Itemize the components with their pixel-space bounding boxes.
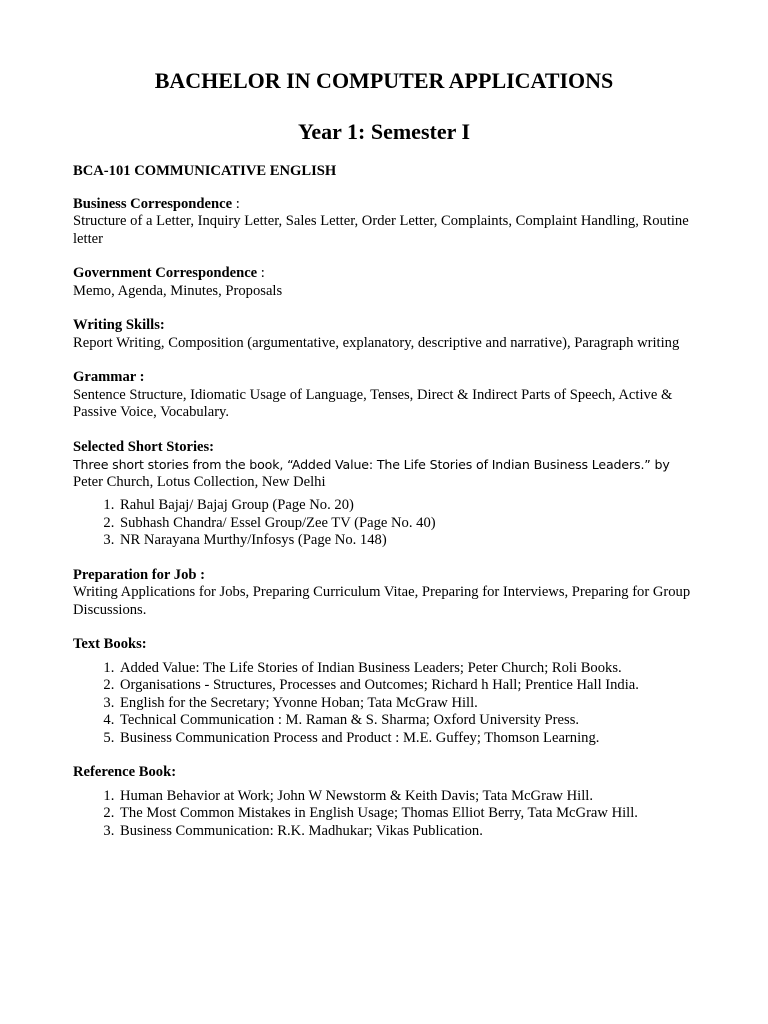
course-title: BCA-101 COMMUNICATIVE ENGLISH	[73, 163, 337, 179]
section-government-correspondence	[73, 265, 703, 300]
list-item: 3. NR Narayana Murthy/Infosys (Page No. 148)	[118, 532, 703, 550]
list-item: 1. Rahul Bajaj/ Bajaj Group (Page No. 20)	[118, 497, 703, 515]
section-heading: Reference Book:	[73, 764, 177, 780]
section-text: Peter Church, Lotus Collection, New Delhi	[73, 473, 326, 490]
section-reference-book	[73, 764, 703, 840]
section-text-books	[73, 636, 703, 747]
section-heading: Government Correspondence	[73, 265, 258, 281]
section-text-sans: Three short stories from the book, “Added Value: The Life Stories of Indian Business Leaders.” by	[73, 457, 670, 472]
reference-books-list	[73, 788, 703, 841]
section-heading-line	[73, 196, 703, 214]
section-text: Report Writing, Composition (argumentative, explanatory, descriptive and narrative), Paragraph writing	[73, 334, 680, 351]
heading-colon: :	[232, 195, 240, 212]
section-heading: Writing Skills:	[73, 317, 165, 333]
section-text: Memo, Agenda, Minutes, Proposals	[73, 282, 283, 299]
section-heading-line	[73, 265, 703, 283]
section-heading: Preparation for Job :	[73, 566, 206, 583]
section-short-stories	[73, 439, 703, 550]
section-preparation-for-job	[73, 567, 703, 620]
section-business-correspondence	[73, 196, 703, 249]
stories-list	[73, 497, 703, 550]
document-title: BACHELOR IN COMPUTER APPLICATIONS	[154, 68, 614, 93]
document-subtitle: Year 1: Semester I	[297, 119, 471, 144]
list-item: 2. The Most Common Mistakes in English Usage; Thomas Elliot Berry, Tata McGraw Hill.	[118, 805, 703, 823]
list-item: 3. English for the Secretary; Yvonne Hoban; Tata McGraw Hill.	[118, 695, 703, 713]
text-books-list	[73, 660, 703, 748]
document-content	[73, 163, 703, 857]
list-item: 1. Human Behavior at Work; John W Newstorm & Keith Davis; Tata McGraw Hill.	[118, 788, 703, 806]
section-text: Structure of a Letter, Inquiry Letter, Sales Letter, Order Letter, Complaints, Complaint Handling, Routine letter	[73, 213, 689, 247]
section-heading: Business Correspondence	[73, 195, 233, 212]
section-writing-skills	[73, 317, 703, 352]
section-text: Sentence Structure, Idiomatic Usage of Language, Tenses, Direct & Indirect Parts of Speech, Active & Passive Voice, Vocabulary.	[73, 386, 673, 420]
section-text: Writing Applications for Jobs, Preparing Curriculum Vitae, Preparing for Interviews, Preparing for Group Discussions.	[73, 584, 691, 618]
section-heading: Grammar :	[73, 369, 145, 385]
list-item: 3. Business Communication: R.K. Madhukar; Vikas Publication.	[118, 823, 703, 841]
section-grammar	[73, 369, 703, 422]
section-heading: Selected Short Stories:	[73, 438, 215, 455]
list-item: 2. Subhash Chandra/ Essel Group/Zee TV (Page No. 40)	[118, 515, 703, 533]
list-item: 4. Technical Communication : M. Raman & S. Sharma; Oxford University Press.	[118, 712, 703, 730]
list-item: 1. Added Value: The Life Stories of Indian Business Leaders; Peter Church; Roli Books.	[118, 660, 703, 678]
list-item: 5. Business Communication Process and Product : M.E. Guffey; Thomson Learning.	[118, 730, 703, 748]
list-item: 2. Organisations - Structures, Processes and Outcomes; Richard h Hall; Prentice Hall India.	[118, 677, 703, 695]
heading-colon: :	[257, 265, 265, 281]
section-heading: Text Books:	[73, 636, 147, 652]
